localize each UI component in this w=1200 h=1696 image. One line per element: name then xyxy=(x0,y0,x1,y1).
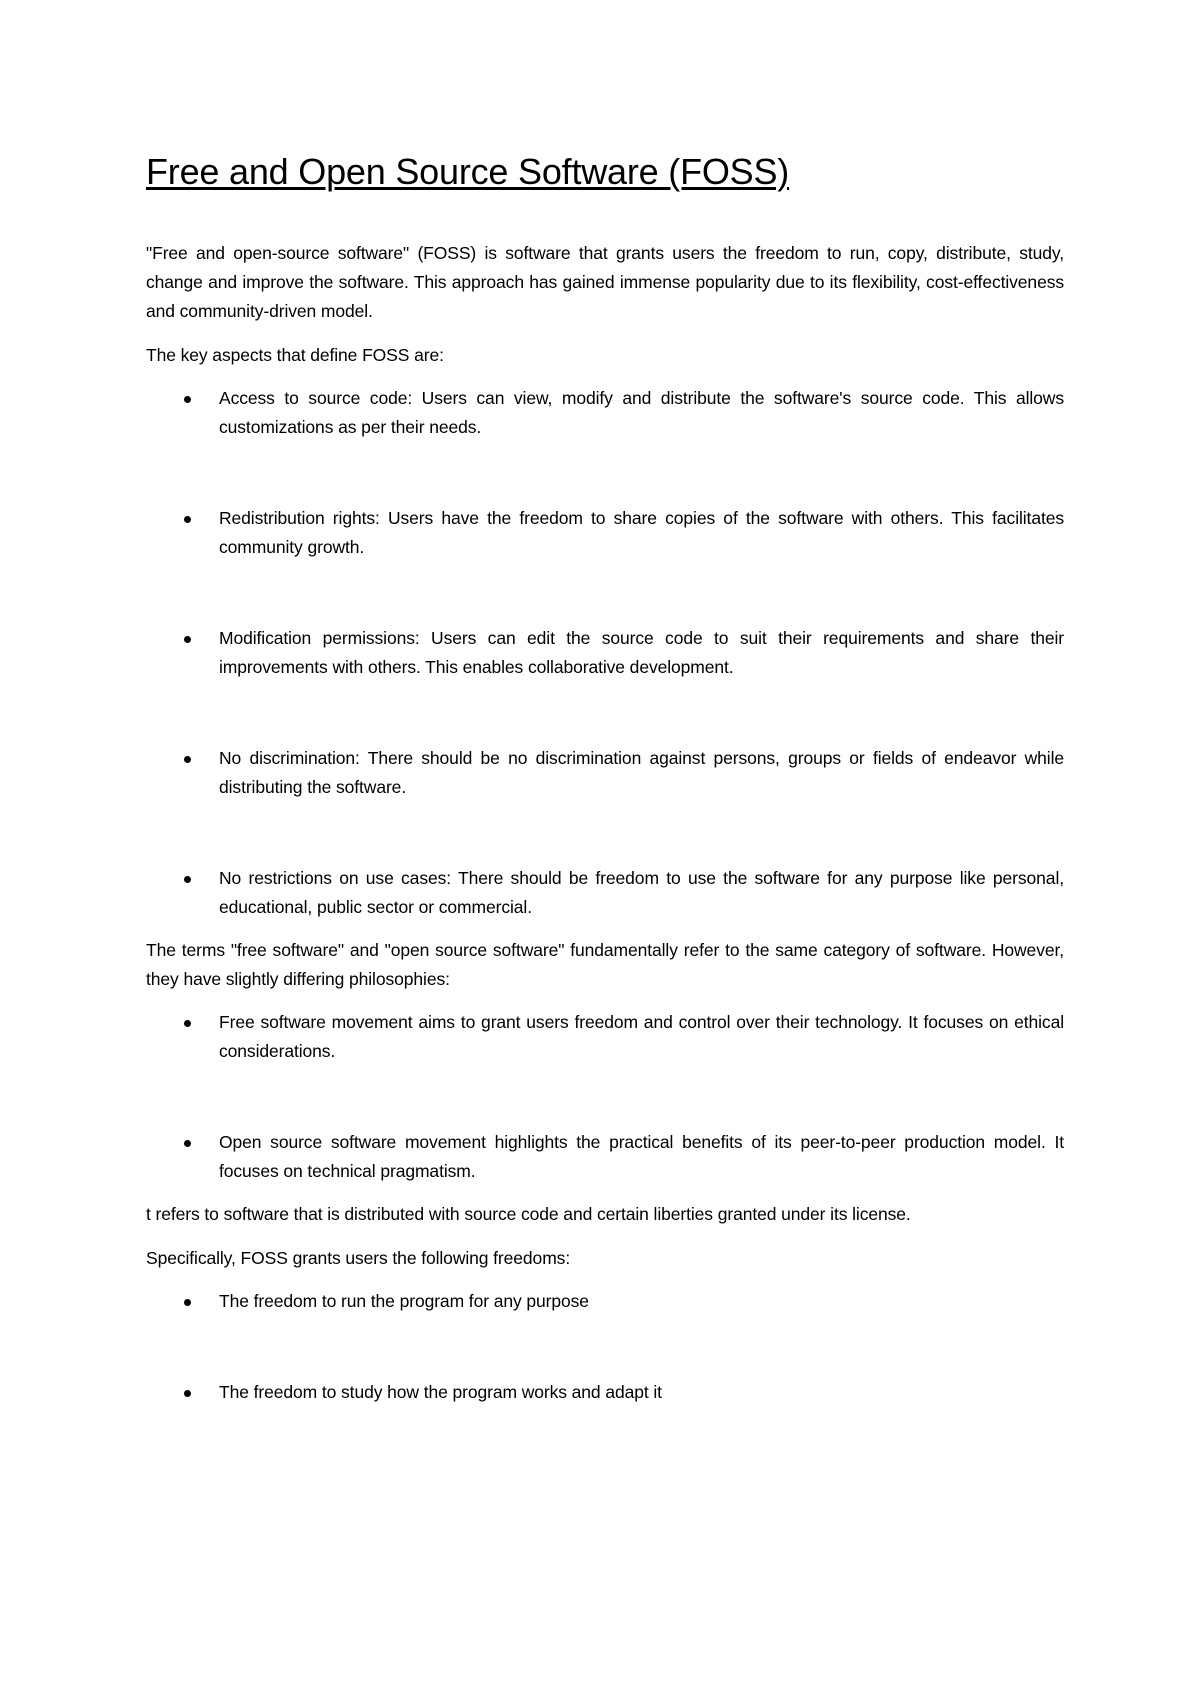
document-title: Free and Open Source Software (FOSS) xyxy=(146,151,790,192)
list-item xyxy=(146,384,1064,442)
list-item xyxy=(146,624,1064,682)
list-item-text: The freedom to study how the program works and adapt it xyxy=(219,1382,662,1402)
bullet-icon xyxy=(184,1390,191,1397)
philosophies-list xyxy=(146,1008,1064,1186)
list-item-text: The freedom to run the program for any purpose xyxy=(219,1291,589,1311)
freedoms-heading: Specifically, FOSS grants users the following freedoms: xyxy=(146,1248,571,1268)
bullet-icon xyxy=(184,516,191,523)
terms-paragraph: The terms "free software" and "open source software" fundamentally refer to the same category of software. However, they have slightly differing philosophies: xyxy=(146,940,1064,989)
list-item-text: Redistribution rights: Users have the freedom to share copies of the software with others. This facilitates community growth. xyxy=(219,508,1064,557)
refers-paragraph: t refers to software that is distributed with source code and certain liberties granted under its license. xyxy=(146,1204,911,1224)
list-item-text: Open source software movement highlights the practical benefits of its peer-to-peer production model. It focuses on technical pragmatism. xyxy=(219,1132,1064,1181)
bullet-icon xyxy=(184,756,191,763)
bullet-icon xyxy=(184,1020,191,1027)
list-item xyxy=(146,1128,1064,1186)
key-aspects-list xyxy=(146,384,1064,922)
list-item xyxy=(146,864,1064,922)
list-item-text: Modification permissions: Users can edit the source code to suit their requirements and share their improvements with others. This enables collaborative development. xyxy=(219,628,1064,677)
list-item xyxy=(146,1008,1064,1066)
list-item-text: No restrictions on use cases: There should be freedom to use the software for any purpose like personal, educational, public sector or commercial. xyxy=(219,868,1064,917)
freedoms-list xyxy=(146,1287,1064,1407)
bullet-icon xyxy=(184,1299,191,1306)
bullet-icon xyxy=(184,396,191,403)
bullet-icon xyxy=(184,876,191,883)
list-item xyxy=(146,504,1064,562)
intro-paragraph: "Free and open-source software" (FOSS) is software that grants users the freedom to run, copy, distribute, study, change and improve the software. This approach has gained immense popularity due to its flexibility, cost-effectiveness and community-driven model. xyxy=(146,243,1064,321)
list-item xyxy=(146,1287,1064,1316)
document-body xyxy=(146,150,1064,1407)
list-item-text: Access to source code: Users can view, modify and distribute the software's source code. This allows customizations as per their needs. xyxy=(219,388,1064,437)
list-item-text: No discrimination: There should be no discrimination against persons, groups or fields of endeavor while distributing the software. xyxy=(219,748,1064,797)
list-item-text: Free software movement aims to grant users freedom and control over their technology. It focuses on ethical considerations. xyxy=(219,1012,1064,1061)
bullet-icon xyxy=(184,1140,191,1147)
list-item xyxy=(146,744,1064,802)
list-item xyxy=(146,1378,1064,1407)
bullet-icon xyxy=(184,636,191,643)
key-aspects-heading: The key aspects that define FOSS are: xyxy=(146,345,444,365)
